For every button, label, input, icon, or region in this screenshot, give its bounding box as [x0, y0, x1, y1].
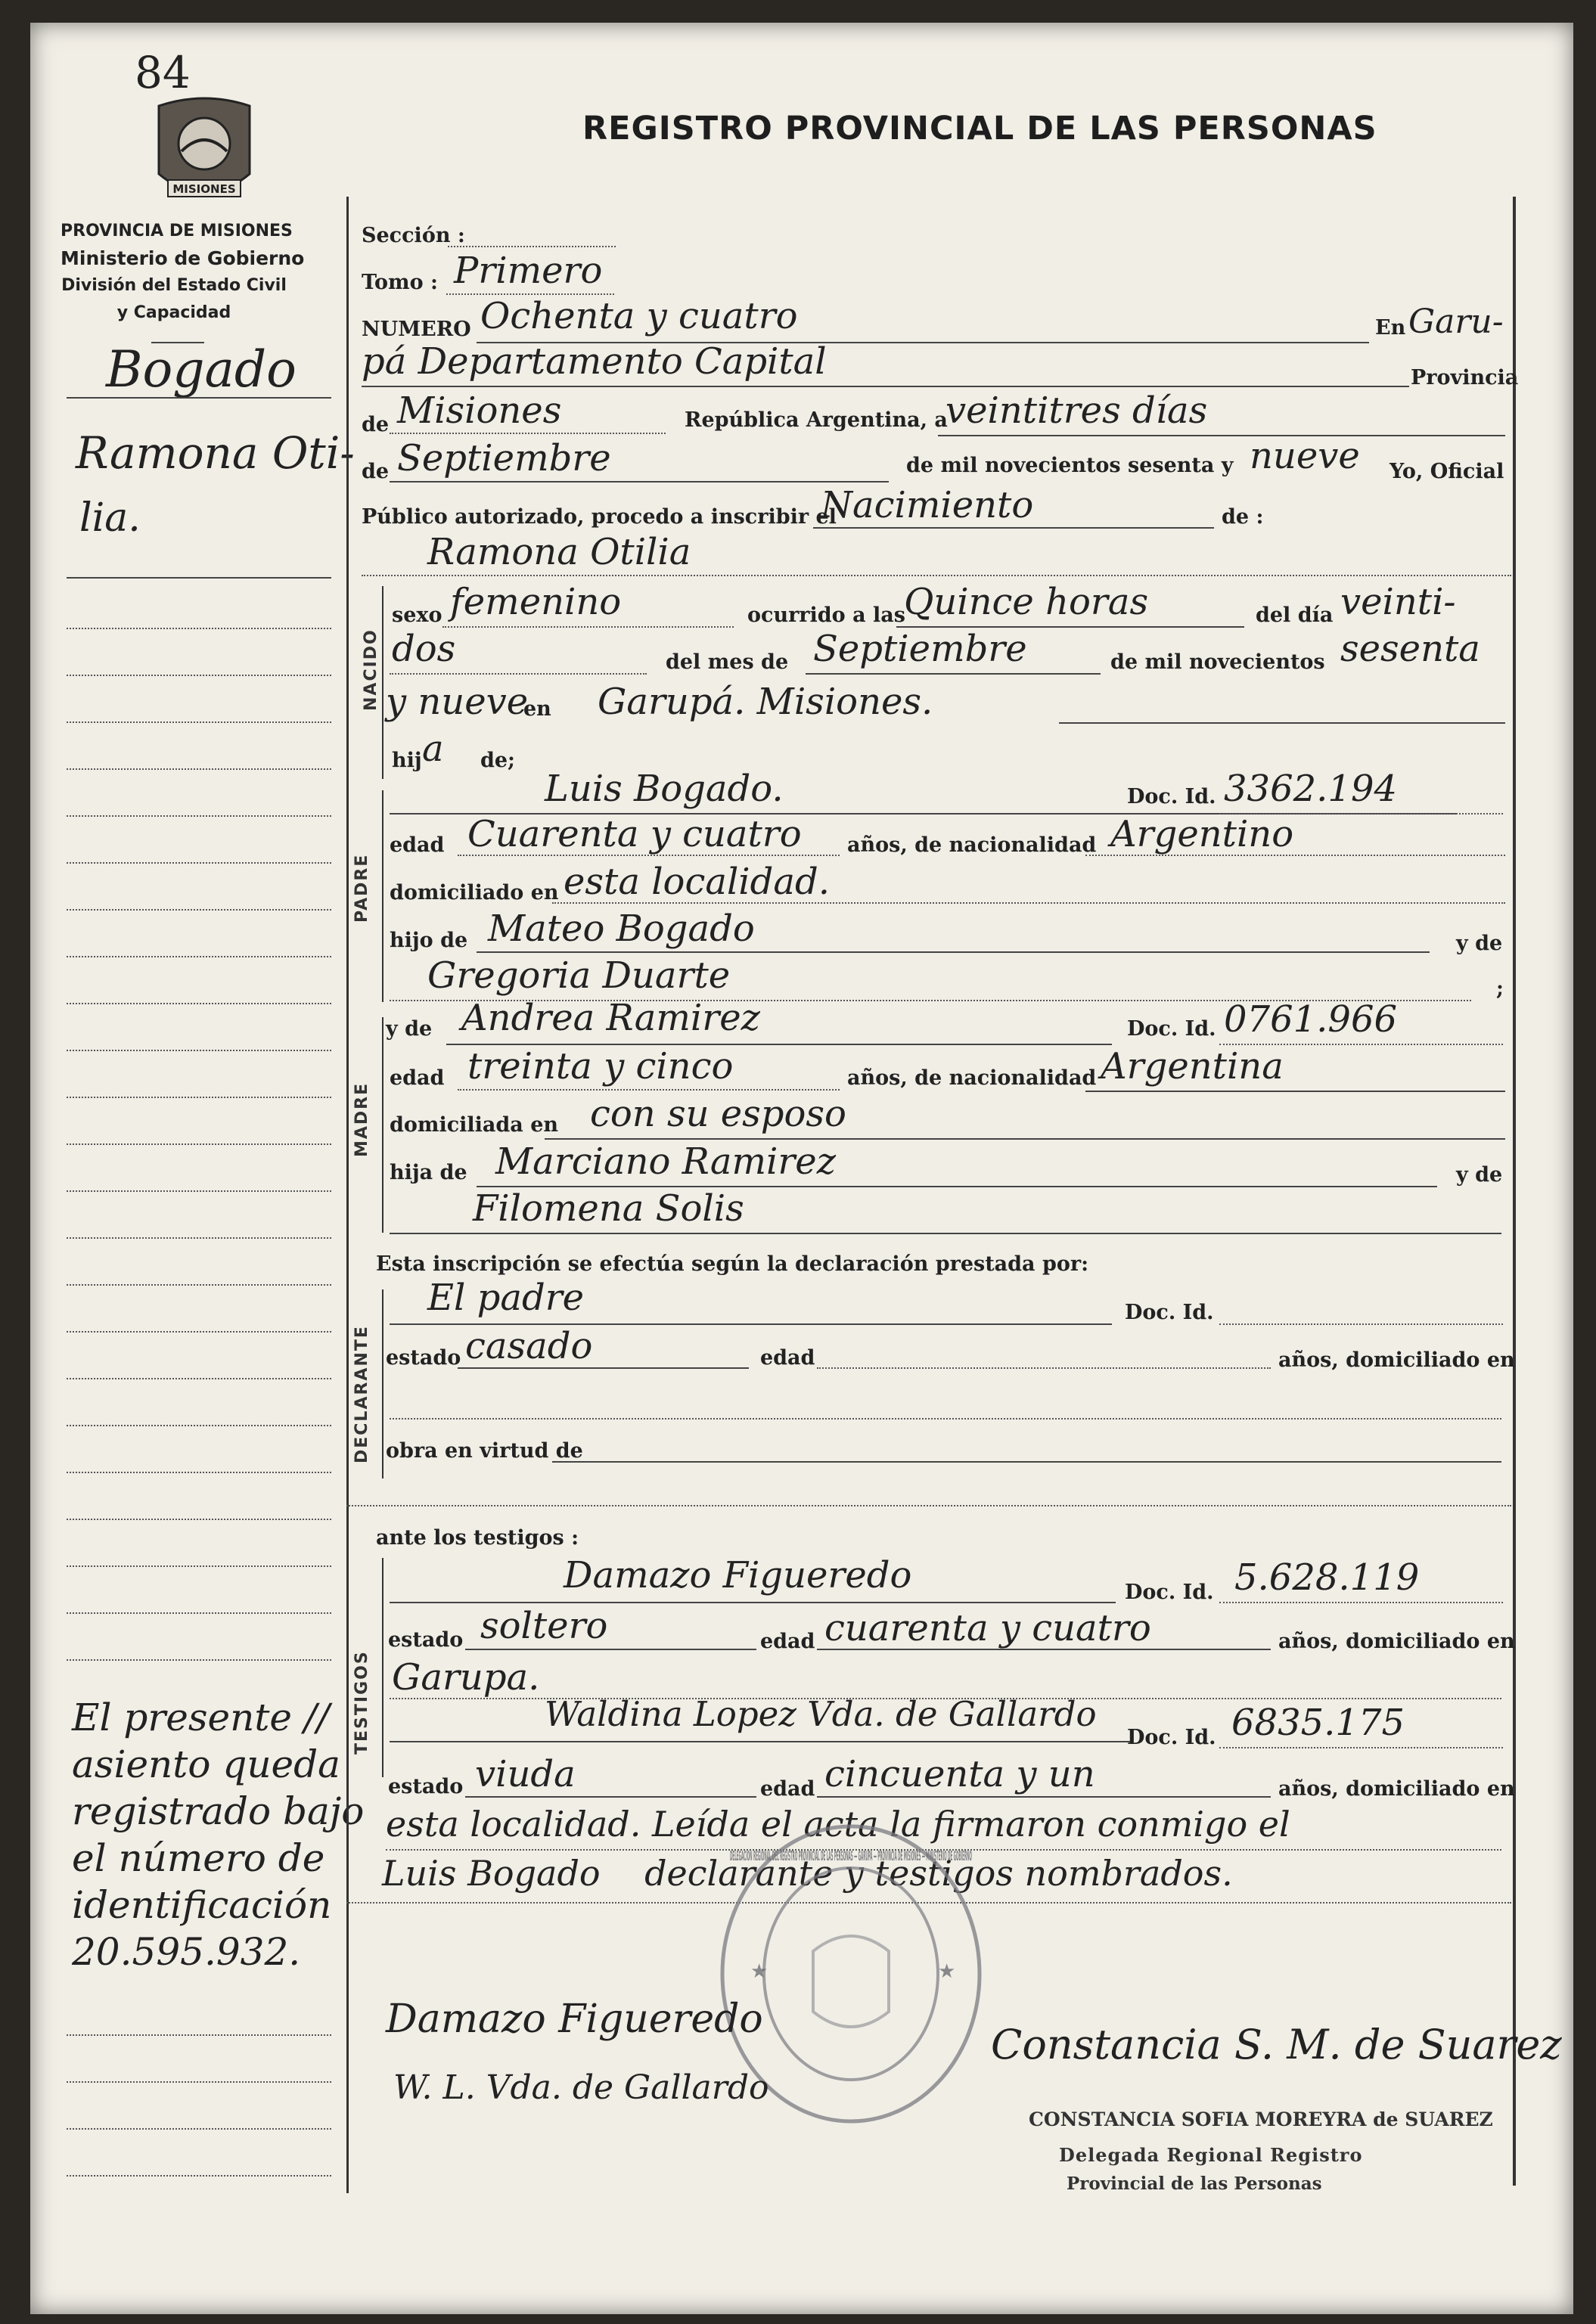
signature-1: Damazo Figueredo — [386, 1997, 763, 2042]
testigo-1-name-line — [390, 1602, 1116, 1603]
testigo-2-doc-value: 6835.175 — [1231, 1702, 1405, 1744]
nacido-bracket — [382, 586, 383, 779]
testigos-intro-label: ante los testigos : — [376, 1526, 579, 1550]
margin-note-line: asiento queda — [72, 1742, 340, 1786]
en-label-2: en — [523, 697, 551, 721]
act-value: Nacimiento — [821, 484, 1034, 526]
margin-dotted-line — [67, 2081, 331, 2083]
svg-text:★: ★ — [750, 1960, 769, 1983]
padre-mother-value: Gregoria Duarte — [427, 954, 731, 997]
declarante-bracket — [382, 1289, 383, 1478]
official-printed-name: CONSTANCIA SOFIA MOREYRA de SUAREZ — [1029, 2108, 1493, 2130]
margin-dotted-line — [67, 1143, 331, 1145]
madre-doc-value: 0761.966 — [1224, 998, 1398, 1041]
official-title-1: Delegada Regional Registro — [1059, 2144, 1363, 2166]
padre-edad-label: edad — [390, 833, 445, 857]
agency-line: y Capacidad — [116, 303, 231, 322]
testigo-1-name: Damazo Figueredo — [564, 1554, 912, 1596]
de-label-2: de — [362, 460, 390, 483]
margin-note-line: el número de — [72, 1836, 325, 1880]
tomo-label: Tomo : — [362, 271, 438, 294]
en-label: En — [1375, 316, 1406, 340]
declarante-edad-label: edad — [760, 1346, 815, 1370]
tomo-value: Primero — [454, 250, 603, 292]
place-line — [362, 386, 1409, 387]
signature-3: Constancia S. M. de Suarez — [991, 2021, 1562, 2068]
testigo-2-name-line — [390, 1741, 1131, 1742]
testigo-1-estado-line — [465, 1649, 756, 1650]
margin-rule — [67, 577, 331, 579]
padre-doc-label: Doc. Id. — [1127, 785, 1216, 808]
provincia-label: Provincia — [1411, 366, 1519, 389]
margin-rule — [67, 397, 331, 399]
padre-domic-line — [552, 902, 1505, 904]
margin-dotted-line — [67, 1425, 331, 1426]
margin-note-line: identificación — [72, 1883, 332, 1927]
margin-dotted-line — [67, 862, 331, 864]
margin-dotted-line — [67, 2034, 331, 2036]
person-value: Ramona Otilia — [427, 531, 691, 573]
de-label: de — [362, 413, 390, 436]
testigo-1-edad-label: edad — [760, 1630, 815, 1653]
padre-hijo-label: hijo de — [390, 929, 468, 952]
testigo-2-anos-label: años, domiciliado en — [1278, 1777, 1515, 1801]
padre-edad-value: Cuarenta y cuatro — [467, 813, 802, 855]
madre-mother-line — [390, 1233, 1501, 1234]
numero-label: NUMERO — [362, 318, 471, 341]
birth-year-label: de mil novecientos — [1110, 650, 1325, 674]
padre-father-line — [477, 951, 1430, 953]
testigo-1-estado-label: estado — [388, 1628, 464, 1652]
margin-dotted-line — [67, 2128, 331, 2130]
margin-dotted-line — [67, 721, 331, 723]
madre-edad-line — [458, 1089, 840, 1091]
declarante-estado-line — [458, 1367, 749, 1369]
margin-dotted-line — [67, 1003, 331, 1004]
margin-dotted-line — [67, 768, 331, 770]
margin-note-line: El presente // — [72, 1696, 330, 1739]
testigo-2-estado-line — [465, 1796, 756, 1798]
day-line — [938, 435, 1505, 436]
declarante-doc-line — [1219, 1323, 1503, 1325]
madre-nac-line — [1085, 1091, 1505, 1092]
padre-y-de-label: y de — [1456, 932, 1503, 955]
margin-dotted-line — [67, 1284, 331, 1286]
sexo-label: sexo — [392, 603, 442, 627]
province-value: Misiones — [397, 389, 562, 432]
sexo-line — [442, 626, 734, 628]
main-right-border — [1513, 197, 1516, 2186]
birth-month-value: Septiembre — [813, 628, 1027, 670]
day-value: veintitres días — [945, 389, 1208, 432]
madre-label: MADRE — [352, 1081, 371, 1157]
testigo-1-estado-value: soltero — [480, 1605, 608, 1647]
margin-dotted-line — [67, 1190, 331, 1192]
closing-line-2: Luis Bogado declarante y testigos nombrados. — [382, 1853, 1233, 1894]
madre-nac-value: Argentina — [1101, 1045, 1284, 1088]
madre-domic-label: domiciliada en — [390, 1113, 559, 1137]
agency-line: Ministerio de Gobierno — [61, 247, 305, 269]
testigo-1-doc-label: Doc. Id. — [1125, 1581, 1214, 1604]
agency-line: PROVINCIA DE MISIONES — [61, 222, 293, 240]
padre-domic-label: domiciliado en — [390, 881, 559, 904]
testigo-2-doc-label: Doc. Id. — [1127, 1726, 1216, 1749]
margin-surname: Bogado — [106, 340, 297, 399]
madre-edad-value: treinta y cinco — [467, 1045, 734, 1088]
margin-dotted-line — [67, 909, 331, 911]
testigo-1-domic-value: Garupa. — [392, 1656, 540, 1699]
yo-oficial-label: Yo, Oficial — [1390, 460, 1504, 483]
crest-text: MISIONES — [172, 182, 236, 196]
year-label: de mil novecientos sesenta y — [906, 454, 1234, 477]
numero-value: Ochenta y cuatro — [480, 295, 798, 337]
nacido-label: NACIDO — [362, 628, 380, 711]
padre-bracket — [382, 790, 383, 1002]
declarante-estado-value: casado — [465, 1325, 593, 1367]
declarante-blank-line — [390, 1418, 1501, 1420]
provincial-crest-icon — [151, 91, 257, 212]
margin-dotted-line — [67, 1097, 331, 1098]
document-title: REGISTRO PROVINCIAL DE LAS PERSONAS — [582, 110, 1377, 147]
declarante-anos-label: años, domiciliado en — [1278, 1348, 1515, 1372]
madre-anos-label: años, de nacionalidad — [847, 1066, 1097, 1090]
signature-2: W. L. Vda. de Gallardo — [393, 2068, 769, 2107]
testigo-2-doc-line — [1219, 1747, 1503, 1748]
testigo-1-edad-value: cuarenta y cuatro — [824, 1607, 1151, 1649]
testigo-2-edad-line — [817, 1796, 1271, 1798]
madre-name: Andrea Ramirez — [461, 997, 760, 1039]
padre-name: Luis Bogado. — [545, 768, 784, 810]
padre-father-value: Mateo Bogado — [488, 908, 755, 950]
padre-semicolon: ; — [1496, 977, 1504, 1001]
margin-given-1: Ramona Oti- — [76, 427, 355, 479]
ocurrido-label: ocurrido a las — [747, 603, 905, 627]
page-number: 84 — [135, 47, 191, 98]
madre-domic-value: con su esposo — [590, 1093, 846, 1135]
declarante-name: El padre — [427, 1277, 585, 1319]
agency-line: División del Estado Civil — [61, 276, 287, 295]
padre-domic-value: esta localidad. — [564, 861, 830, 903]
birth-month-line — [806, 673, 1101, 675]
madre-mother-value: Filomena Solis — [473, 1187, 744, 1230]
margin-dotted-line — [67, 1472, 331, 1473]
act-line — [813, 527, 1214, 529]
declarante-end-line — [346, 1505, 1511, 1506]
publico-label: Público autorizado, procedo a inscribir el — [362, 505, 837, 529]
margin-dotted-line — [67, 1612, 331, 1614]
birth-place-line — [1059, 722, 1505, 724]
testigo-1-doc-line — [1219, 1602, 1503, 1603]
testigo-2-name: Waldina Lopez Vda. de Gallardo — [545, 1694, 1097, 1734]
declarante-label: DECLARANTE — [352, 1325, 371, 1463]
birth-day-value-2: dos — [392, 628, 456, 670]
margin-dotted-line — [67, 1378, 331, 1379]
margin-dotted-line — [67, 1565, 331, 1567]
testigo-1-doc-value: 5.628.119 — [1234, 1556, 1420, 1599]
declarante-estado-label: estado — [386, 1346, 461, 1370]
testigo-2-estado-value: viuda — [475, 1753, 576, 1795]
margin-dotted-line — [67, 1237, 331, 1239]
padre-nac-line — [1085, 855, 1505, 856]
padre-anos-label: años, de nacionalidad — [847, 833, 1097, 857]
madre-bracket — [382, 1017, 383, 1233]
margin-note-line: registrado bajo — [72, 1789, 365, 1833]
sexo-value: femenino — [450, 581, 622, 623]
margin-dotted-line — [67, 675, 331, 676]
testigo-2-edad-label: edad — [760, 1777, 815, 1801]
hij-label: hij — [392, 749, 422, 772]
de-colon-label: de : — [1222, 505, 1264, 529]
margin-dotted-line — [67, 628, 331, 629]
madre-hija-label: hija de — [390, 1161, 467, 1184]
province-line — [390, 433, 666, 434]
margin-dotted-line — [67, 1331, 331, 1333]
padre-label: PADRE — [352, 853, 371, 923]
margin-dotted-line — [67, 1519, 331, 1520]
padre-doc-value: 3362.194 — [1224, 768, 1398, 810]
agency-block — [61, 218, 305, 327]
del-mes-label: del mes de — [666, 650, 789, 674]
svg-text:★: ★ — [938, 1960, 956, 1983]
stamp-text: DELEGACION REGIONAL DEL REGISTRO PROVINCIAL DE LAS PERSONAS — GARUPA — PROVINCIA DE MISIONES — MINISTERIO DE GOBIERNO — [730, 1848, 972, 1864]
declarante-obra-line — [552, 1461, 1501, 1463]
del-dia-label: del día — [1256, 603, 1334, 627]
margin-dotted-line — [67, 815, 331, 817]
birth-day-value-1: veinti- — [1340, 581, 1456, 623]
month-value: Septiembre — [397, 437, 611, 479]
margin-given-2: lia. — [79, 495, 141, 541]
madre-doc-label: Doc. Id. — [1127, 1017, 1216, 1041]
en-value: Garu- — [1408, 303, 1504, 341]
republica-label: República Argentina, a — [685, 408, 948, 432]
birth-year-value-1: sesenta — [1340, 628, 1480, 670]
place-value: pá Departamento Capital — [362, 340, 827, 383]
testigo-1-edad-line — [817, 1649, 1271, 1650]
testigo-1-anos-label: años, domiciliado en — [1278, 1630, 1515, 1653]
de-semicolon-label: de; — [480, 749, 516, 772]
testigos-bracket — [382, 1558, 383, 1777]
closing-line-1: esta localidad. Leída el acta la firmaron conmigo el — [386, 1804, 1290, 1845]
madre-edad-label: edad — [390, 1066, 445, 1090]
declaration-label: Esta inscripción se efectúa según la declaración prestada por: — [376, 1252, 1089, 1276]
year-value: nueve — [1250, 435, 1360, 477]
hour-value: Quince horas — [904, 581, 1149, 623]
madre-domic-line — [545, 1138, 1505, 1140]
margin-note — [72, 1694, 364, 1975]
declarante-edad-line — [817, 1367, 1271, 1369]
declarante-doc-label: Doc. Id. — [1125, 1301, 1214, 1324]
seccion-label: Sección : — [362, 224, 465, 247]
margin-dotted-line — [67, 1050, 331, 1051]
madre-y-de-label-2: y de — [1456, 1163, 1503, 1187]
seccion-line — [448, 246, 616, 247]
official-title-2: Provincial de las Personas — [1067, 2174, 1322, 2194]
padre-edad-line — [458, 855, 840, 856]
madre-y-de-label: y de — [386, 1017, 433, 1041]
madre-father-value: Marciano Ramirez — [495, 1140, 836, 1183]
margin-dotted-line — [67, 956, 331, 957]
birth-place-value: Garupá. Misiones. — [598, 681, 933, 723]
hij-value: a — [422, 728, 444, 770]
month-line — [390, 481, 889, 482]
person-line — [362, 575, 1511, 576]
testigos-label: TESTIGOS — [352, 1650, 371, 1755]
testigo-2-edad-value: cincuenta y un — [824, 1753, 1095, 1795]
margin-dotted-line — [67, 2175, 331, 2177]
birth-year-value-2: y nueve — [386, 681, 529, 723]
padre-nac-value: Argentino — [1110, 813, 1294, 855]
testigo-2-estado-label: estado — [388, 1775, 464, 1798]
birth-day-line — [390, 673, 647, 675]
margin-note-line: 20.595.932. — [72, 1930, 301, 1974]
margin-dotted-line — [67, 1659, 331, 1661]
declarante-obra-label: obra en virtud de — [386, 1439, 583, 1463]
main-left-border — [346, 197, 349, 2193]
